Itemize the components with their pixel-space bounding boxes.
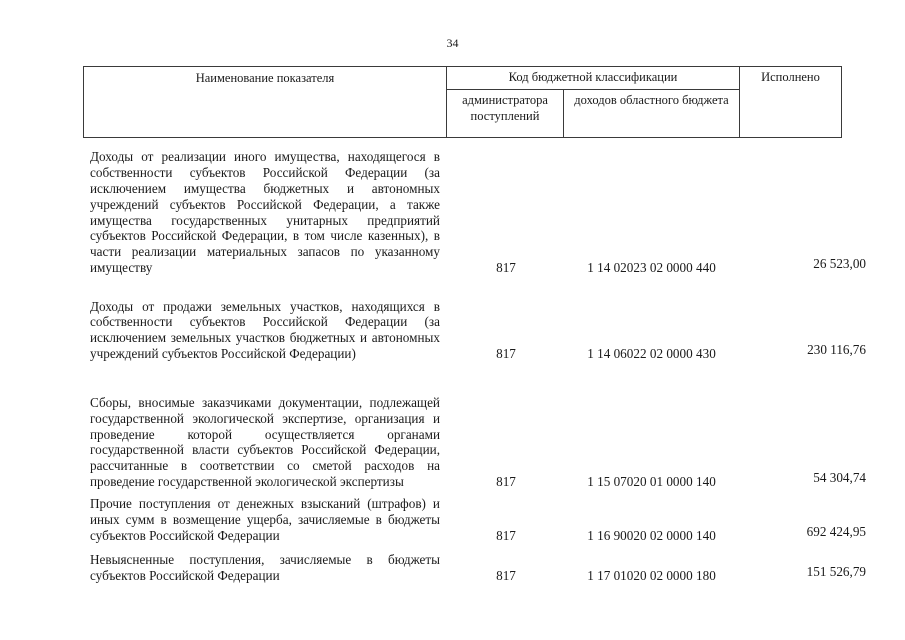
column-header-code-group: Код бюджетной классификации — [447, 67, 740, 90]
row-amount: 151 526,79 — [806, 564, 866, 580]
row-name: Невыясненные поступления, зачисляемые в бюджеты субъектов Российской Федерации — [90, 552, 440, 584]
row-budget-code: 1 17 01020 02 0000 180 — [587, 568, 716, 584]
column-header-executed: Исполнено — [740, 67, 842, 138]
column-header-income: доходов областного бюджета — [564, 89, 740, 137]
table-row — [90, 140, 880, 276]
row-name: Доходы от продажи земельных участков, находящихся в собственности субъектов Российской Федерации (за исключением земельных участков бюджетных и автономных учреждений субъектов Российской Федерации) — [90, 298, 440, 362]
table-body — [90, 140, 880, 584]
row-admin-code: 817 — [496, 260, 516, 276]
table-row — [90, 276, 880, 362]
page-number: 34 — [446, 36, 459, 50]
column-header-administrator: администратора поступлений — [447, 89, 564, 137]
column-header-name: Наименование показателя — [84, 67, 447, 138]
row-admin-code: 817 — [496, 568, 516, 584]
table-row — [90, 490, 880, 544]
row-admin-code: 817 — [496, 474, 516, 490]
row-name: Доходы от реализации иного имущества, находящегося в собственности субъектов Российской Федерации (за исключением имущества бюджетных и автономных учреждений субъектов Российской Федерации, а также имущества государственных унитарных предприятий субъектов Российской Федерации, в том числе казенных), в части реализации материальных запасов по указанному имуществу — [90, 149, 440, 276]
row-budget-code: 1 14 02023 02 0000 440 — [587, 260, 716, 276]
row-name: Сборы, вносимые заказчиками документации, подлежащей государственной экологической экспертизе, организация и проведение которой осуществляется органами государственной власти субъектов Российской Федерации, рассчитанные в соответствии со сметой расходов на проведение государственной экологической экспертизы — [90, 394, 440, 490]
row-amount: 692 424,95 — [806, 524, 866, 540]
row-admin-code: 817 — [496, 528, 516, 544]
row-admin-code: 817 — [496, 346, 516, 362]
table-header — [83, 66, 842, 138]
row-budget-code: 1 14 06022 02 0000 430 — [587, 346, 716, 362]
table-row — [90, 544, 880, 584]
row-amount: 54 304,74 — [813, 470, 866, 486]
row-name: Прочие поступления от денежных взысканий (штрафов) и иных сумм в возмещение ущерба, зачисляемые в бюджеты субъектов Российской Федерации — [90, 496, 440, 544]
row-amount: 26 523,00 — [813, 256, 866, 272]
row-amount: 230 116,76 — [807, 342, 866, 358]
table-row — [90, 362, 880, 490]
row-budget-code: 1 16 90020 02 0000 140 — [587, 528, 716, 544]
row-budget-code: 1 15 07020 01 0000 140 — [587, 474, 716, 490]
